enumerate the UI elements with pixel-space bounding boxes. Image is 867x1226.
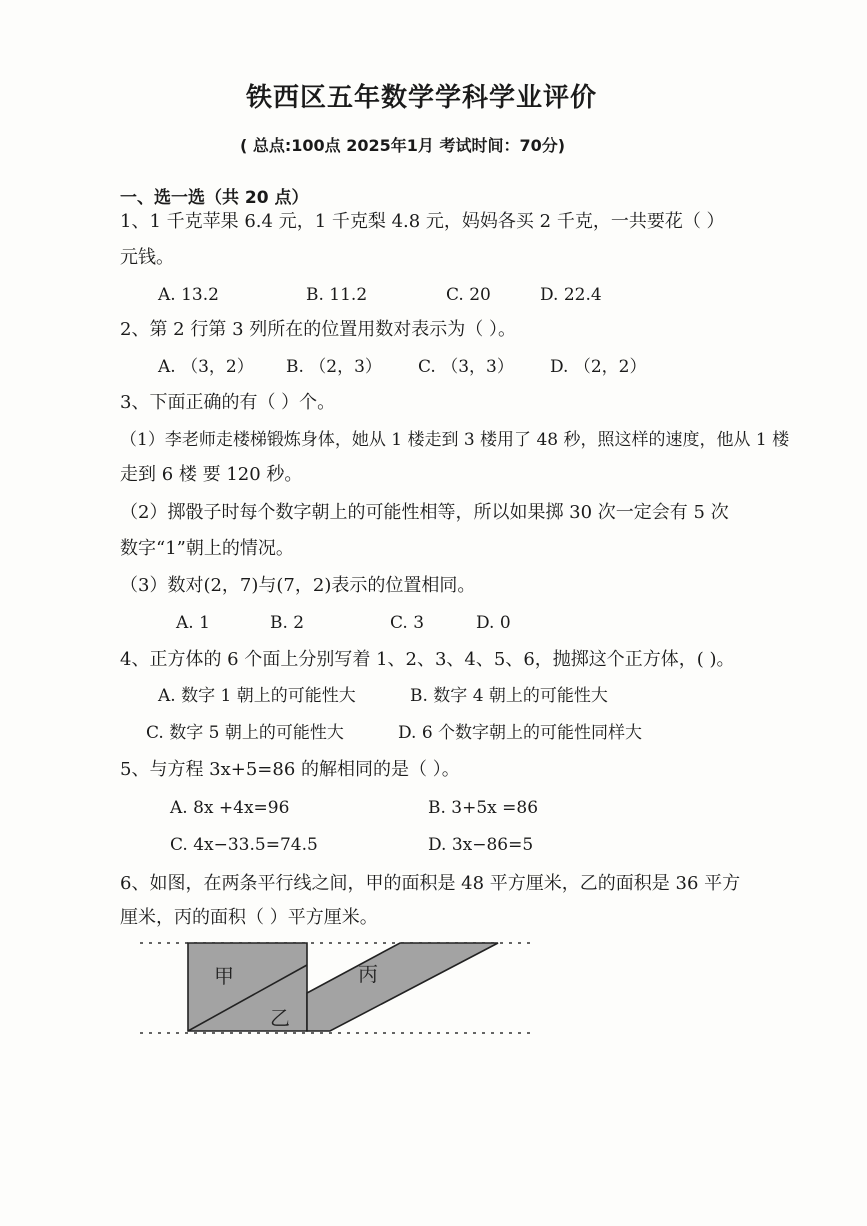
- option-d: D. 22.4: [540, 285, 602, 305]
- statement-2: （2）掷骰子时每个数字朝上的可能性相等，所以如果掷 30 次一定会有 5 次: [120, 502, 729, 523]
- parallelogram-shape: [307, 943, 498, 1031]
- label-jia: 甲: [214, 964, 234, 988]
- option-d: D. 3x−86=5: [428, 835, 534, 855]
- option-c: C. 4x−33.5=74.5: [170, 835, 318, 855]
- question-4-text: 4、正方体的 6 个面上分别写着 1、2、3、4、5、6，抛掷这个正方体，( )。: [120, 649, 735, 670]
- question-6-text: 6、如图，在两条平行线之间，甲的面积是 48 平方厘米，乙的面积是 36 平方: [120, 873, 741, 894]
- statement-1: （1）李老师走楼梯锻炼身体，她从 1 楼走到 3 楼用了 48 秒，照这样的速度，他从 1 楼: [120, 430, 790, 450]
- option-b: B. 2: [270, 613, 305, 633]
- option-c: C. 20: [446, 285, 491, 305]
- option-d: D. 0: [476, 613, 511, 633]
- statement-1-cont: 走到 6 楼 要 120 秒。: [120, 464, 303, 485]
- parallel-lines-figure: [140, 935, 540, 1040]
- option-c: C. 数字 5 朝上的可能性大: [146, 723, 344, 743]
- option-d: D. 6 个数字朝上的可能性同样大: [398, 723, 643, 743]
- option-a: A. （3，2）: [158, 357, 254, 377]
- option-b: B. 数字 4 朝上的可能性大: [410, 686, 608, 706]
- label-bing: 丙: [358, 962, 378, 986]
- question-1-text: 1、1 千克苹果 6.4 元，1 千克梨 4.8 元，妈妈各买 2 千克，一共要花（ ）: [120, 211, 725, 232]
- option-c: C. 3: [390, 613, 425, 633]
- page-title: 铁西区五年数学学科学业评价: [246, 83, 598, 113]
- label-yi: 乙: [270, 1006, 290, 1030]
- option-a: A. 13.2: [158, 285, 219, 305]
- question-5-text: 5、与方程 3x+5=86 的解相同的是（ ）。: [120, 759, 460, 780]
- option-b: B. 3+5x =86: [428, 798, 539, 818]
- question-1-text-cont: 元钱。: [120, 247, 174, 268]
- option-a: A. 1: [176, 613, 210, 633]
- option-b: B. 11.2: [306, 285, 368, 305]
- option-b: B. （2，3）: [286, 357, 382, 377]
- statement-2-cont: 数字“1”朝上的情况。: [120, 538, 294, 559]
- option-d: D. （2，2）: [550, 357, 647, 377]
- option-a: A. 8x +4x=96: [170, 798, 290, 818]
- question-6-text-cont: 厘米，丙的面积（ ）平方厘米。: [120, 907, 378, 928]
- option-c: C. （3，3）: [418, 357, 514, 377]
- option-a: A. 数字 1 朝上的可能性大: [158, 686, 356, 706]
- question-3-text: 3、下面正确的有（ ）个。: [120, 392, 336, 413]
- exam-info: ( 总点:100点 2025年1月 考试时间：70分): [240, 136, 566, 155]
- question-2-text: 2、第 2 行第 3 列所在的位置用数对表示为（ ）。: [120, 319, 516, 340]
- section-heading: 一、选一选（共 20 点）: [120, 188, 309, 208]
- statement-3: （3）数对(2，7)与(7，2)表示的位置相同。: [120, 575, 476, 596]
